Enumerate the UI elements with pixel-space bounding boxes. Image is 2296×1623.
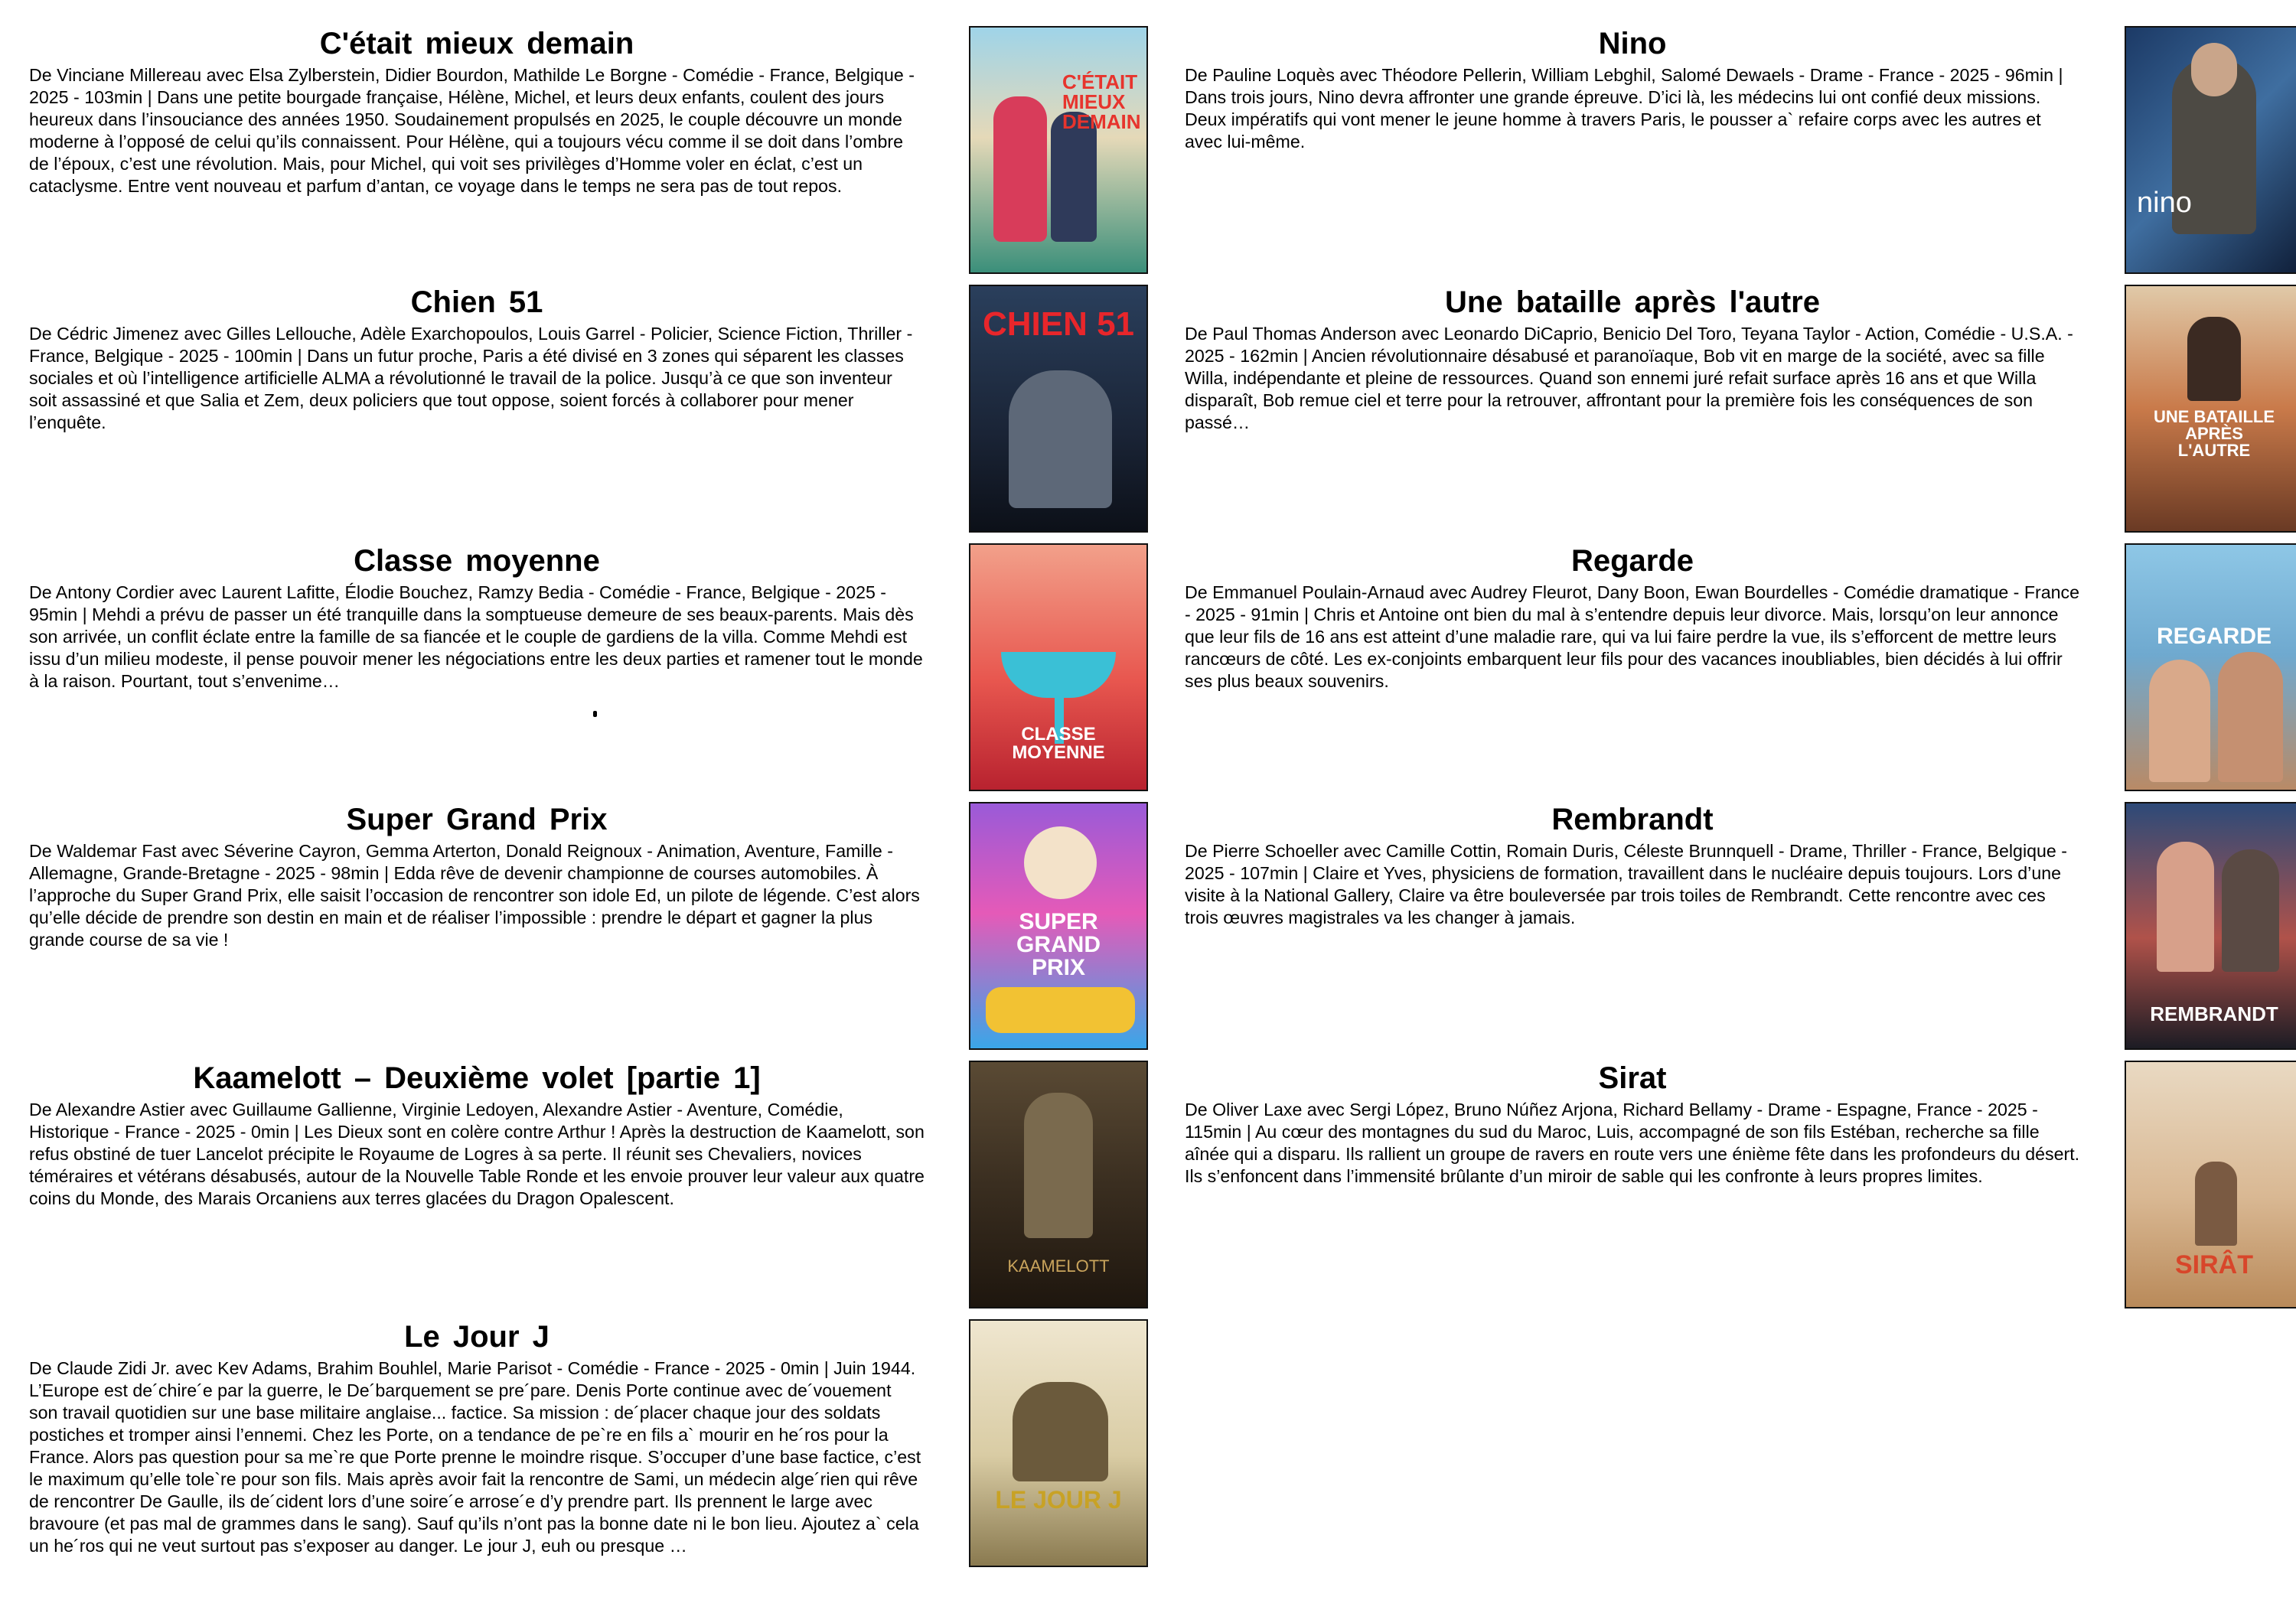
film-description: De Claude Zidi Jr. avec Kev Adams, Brahim Bouhlel, Marie Parisot - Comédie - France - 2025 - 0min | Juin 1944. L’Europe est de´chire´e par la guerre, le De´barquement se pre´pare. Denis Porte continue avec de´vouement son travail quotidien sur une base militaire anglaise... factice. Sa mission : de´placer chaque jour des soldats postiches et tromper ainsi l’ennemi. Chez les Porte, on a tendance de pe`re en fils a` mourir en he´ros pour la France. Alors pas question pour sa me`re que Porte prenne le moindre risque. S’occuper d’une base factice, c’est le maximum qu’elle tole`re pour son fils. Mais après avoir fait la rencontre de Sami, un médecin alge´rien qui rêve de rencontrer De Gaulle, ils de´cident lors d’une soire´e arrose´e d’y prendre part. Ils prennent le large avec bravoure (et pas mal de grammes dans le sang). Sauf qu’ils n’ont pas la bonne date ni le bon lieu. Ajoutez a` cela un he´ros qui ne veut surtout pas s’exposer au danger. Le jour J, euh ou presque … xyxy=(29,1358,921,1556)
film-title: Chien 51 xyxy=(410,285,543,319)
film-card xyxy=(1185,1061,2296,1310)
poster-title: KAAMELOTT xyxy=(1007,1256,1110,1276)
film-card xyxy=(29,285,1148,534)
film-card xyxy=(29,1061,1148,1310)
film-text xyxy=(29,1319,925,1557)
film-description: De Paul Thomas Anderson avec Leonardo DiCaprio, Benicio Del Toro, Teyana Taylor - Action, Comédie - U.S.A. - 2025 - 162min | Ancien révolutionnaire désabusé et paranoïaque, Bob vit en marge de la société, avec sa fille Willa, indépendante et pleine de ressources. Quand son ennemi juré refait surface après 16 ans et que Willa disparaît, Bob remue ciel et terre pour la retrouver, affrontant pour la première fois les conséquences de son passé… xyxy=(1185,324,2073,432)
poster-title: CHIEN 51 xyxy=(982,305,1135,343)
film-title: Une bataille après l'autre xyxy=(1445,285,1820,319)
film-description: De Oliver Laxe avec Sergi López, Bruno Núñez Arjona, Richard Bellamy - Drame - Espagne, France - 2025 - 115min | Au cœur des montagnes du sud du Maroc, Luis, accompagné de son fils Estéban, recherche sa fille aînée qui a disparu. Ils rallient un groupe de ravers en route vers une énième fête dans les profondeurs du désert. Ils s’enfoncent dans l’immensité brûlante d’un miroir de sable qui les confronte à leurs propres limites. xyxy=(1185,1100,2080,1186)
film-title: Kaamelott – Deuxième volet [partie 1] xyxy=(193,1061,761,1095)
film-text xyxy=(29,26,925,197)
film-description: De Pauline Loquès avec Théodore Pellerin, William Lebghil, Salomé Dewaels - Drame - France - 2025 - 96min | Dans trois jours, Nino devra affronter une grande épreuve. D’ici là, les médecins lui ont confié deux missions. Deux impératifs qui vont mener le jeune homme à travers Paris, le pousser a` refaire corps avec les autres et avec lui-même. xyxy=(1185,65,2063,152)
poster-title: nino xyxy=(2137,187,2192,219)
film-title: Classe moyenne xyxy=(354,544,600,578)
film-text xyxy=(1185,26,2080,153)
poster-title: SIRÂT xyxy=(2175,1250,2253,1279)
film-poster xyxy=(969,26,1148,274)
film-poster xyxy=(2125,802,2296,1050)
film-text xyxy=(1185,285,2080,434)
poster-title: SUPER GRAND PRIX xyxy=(1016,909,1101,980)
film-text xyxy=(29,543,925,693)
film-text xyxy=(29,285,925,434)
film-title: Nino xyxy=(1598,27,1667,60)
film-card xyxy=(1185,543,2296,793)
poster-title: REGARDE xyxy=(2156,624,2272,649)
stray-dot xyxy=(593,711,597,717)
film-card xyxy=(29,802,1148,1051)
film-poster xyxy=(969,802,1148,1050)
film-card xyxy=(29,543,1148,793)
poster-title: UNE BATAILLE APRÈS L'AUTRE xyxy=(2153,407,2275,460)
poster-title: LE JOUR J xyxy=(995,1486,1122,1514)
film-title: Rembrandt xyxy=(1551,803,1714,836)
poster-title: CLASSE MOYENNE xyxy=(1012,724,1105,763)
film-text xyxy=(1185,1061,2080,1188)
film-poster xyxy=(2125,26,2296,274)
poster-title: C'ÉTAIT MIEUX DEMAIN xyxy=(1062,70,1141,133)
film-title: Regarde xyxy=(1570,544,1694,578)
film-card xyxy=(1185,26,2296,275)
film-text xyxy=(29,1061,925,1210)
film-text xyxy=(1185,802,2080,929)
film-title: Sirat xyxy=(1598,1061,1667,1095)
film-card xyxy=(29,26,1148,275)
film-poster xyxy=(969,543,1148,791)
film-description: De Pierre Schoeller avec Camille Cottin, Romain Duris, Céleste Brunnquell - Drame, Thriller - France, Belgique - 2025 - 107min | Claire et Yves, physiciens de formation, travaillent dans le nucléaire depuis toujours. Lors d’une visite à la National Gallery, Claire va être bouleversée par trois toiles de Rembrandt. Cette rencontre avec ces trois œuvres magistrales va les changer à jamais. xyxy=(1185,841,2067,927)
film-text xyxy=(29,802,925,951)
film-title: C'était mieux demain xyxy=(319,27,634,60)
film-poster xyxy=(2125,285,2296,533)
film-poster xyxy=(969,1319,1148,1567)
film-description: De Waldemar Fast avec Séverine Cayron, Gemma Arterton, Donald Reignoux - Animation, Aventure, Famille - Allemagne, Grande-Bretagne - 2025 - 98min | Edda rêve de devenir championne de courses automobiles. À l’approche du Super Grand Prix, elle saisit l’occasion de rencontrer son idole Ed, un pilote de légende. C’est alors qu’elle décide de prendre son destin en main et de réaliser l’impossible : prendre le départ et gagner la plus grande course de sa vie ! xyxy=(29,841,920,950)
film-poster xyxy=(969,285,1148,533)
film-description: De Antony Cordier avec Laurent Lafitte, Élodie Bouchez, Ramzy Bedia - Comédie - France, Belgique - 2025 - 95min | Mehdi a prévu de passer un été tranquille dans la somptueuse demeure de ses beaux-parents. Mais dès son arrivée, un conflit éclate entre la famille de sa fiancée et le couple de gardiens de la villa. Comme Mehdi est issu d’un milieu modeste, il pense pouvoir mener les négociations entre les deux parties et ramener tout le monde à la raison. Pourtant, tout s’envenime… xyxy=(29,582,923,691)
film-card xyxy=(29,1319,1148,1595)
film-description: De Alexandre Astier avec Guillaume Gallienne, Virginie Ledoyen, Alexandre Astier - Aventure, Comédie, Historique - France - 2025 - 0min | Les Dieux sont en colère contre Arthur ! Après la destruction de Kaamelott, son refus obstiné de tuer Lancelot précipite le Royaume de Logres à sa perte. Il réunit ses Chevaliers, novices téméraires et vétérans désabusés, autour de la Nouvelle Table Ronde et les envoie prouver leur valeur aux quatre coins du Monde, des Marais Orcaniens aux terres glacées du Dragon Opalescent. xyxy=(29,1100,925,1208)
film-poster xyxy=(2125,543,2296,791)
film-text xyxy=(1185,543,2080,693)
poster-title: REMBRANDT xyxy=(2150,1002,2278,1025)
film-card xyxy=(1185,285,2296,534)
film-card xyxy=(1185,802,2296,1051)
film-description: De Emmanuel Poulain-Arnaud avec Audrey Fleurot, Dany Boon, Ewan Bourdelles - Comédie dramatique - France - 2025 - 91min | Chris et Antoine ont bien du mal à s’entendre depuis leur divorce. Mais, lorsqu’on leur annonce que leur fils de 16 ans est atteint d’une maladie rare, qui va lui faire perdre la vue, ils s’efforcent de mettre leurs rancœurs de côté. Les ex-conjoints embarquent leur fils pour des vacances inoubliables, bien décidés à lui offrir ses plus beaux souvenirs. xyxy=(1185,582,2079,691)
film-description: De Cédric Jimenez avec Gilles Lellouche, Adèle Exarchopoulos, Louis Garrel - Policier, Science Fiction, Thriller - France, Belgique - 2025 - 100min | Dans un futur proche, Paris a été divisé en 3 zones qui séparent les classes sociales et où l’intelligence artificielle ALMA a révolutionné le travail de la police. Jusqu’à ce que son inventeur soit assassiné et que Salia et Zem, deux policiers que tout oppose, soient forcés à collaborer pour mener l’enquête. xyxy=(29,324,913,432)
film-poster xyxy=(2125,1061,2296,1309)
film-title: Le Jour J xyxy=(404,1320,550,1354)
film-poster xyxy=(969,1061,1148,1309)
film-description: De Vinciane Millereau avec Elsa Zylberstein, Didier Bourdon, Mathilde Le Borgne - Comédie - France, Belgique - 2025 - 103min | Dans une petite bourgade française, Hélène, Michel, et leurs deux enfants, coulent des jours heureux dans l’insouciance des années 1950. Soudainement propulsés en 2025, le couple découvre un monde moderne à l’opposé de celui qu’ils connaissent. Pour Hélène, qui a toujours vécu comme il se doit dans l’ombre de l’époux, c’est une révolution. Mais, pour Michel, qui voit ses privilèges d’Homme voler en éclat, c’est un cataclysme. Entre vent nouveau et parfum d’antan, ce voyage dans le temps ne sera pas de tout repos. xyxy=(29,65,915,196)
film-title: Super Grand Prix xyxy=(346,803,608,836)
